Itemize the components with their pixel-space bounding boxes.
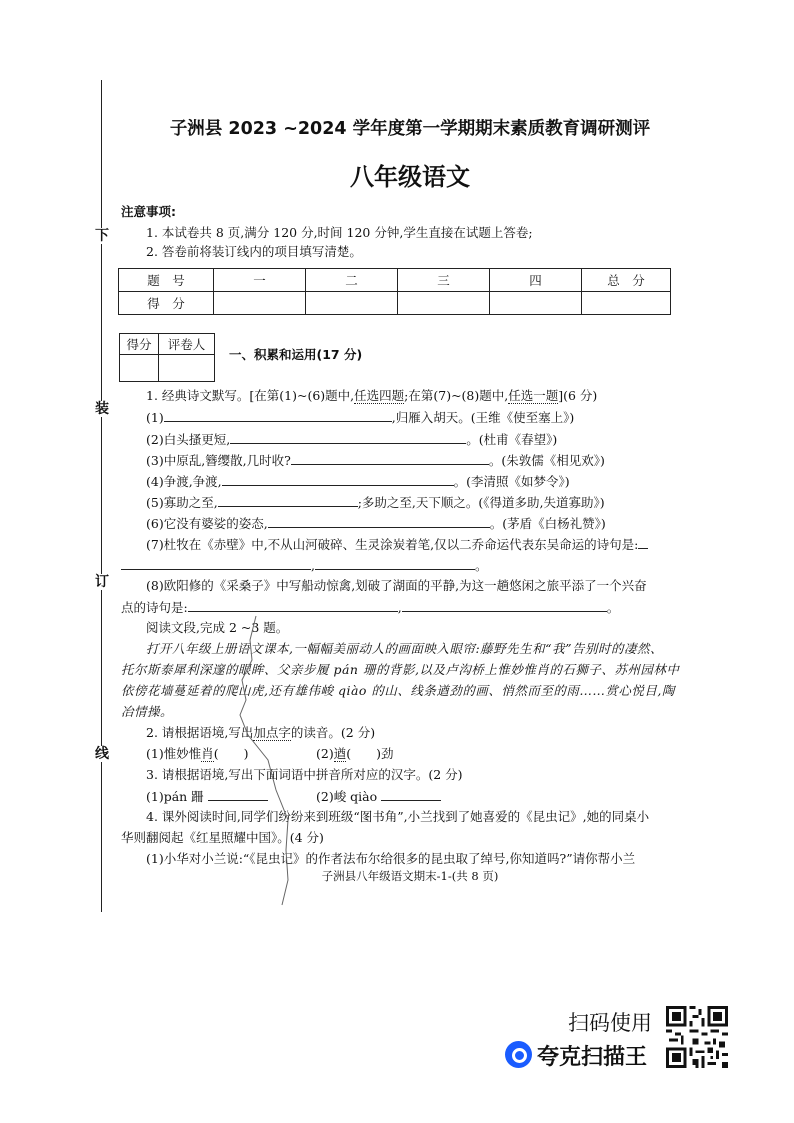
q2-dotted-char: 遒	[333, 746, 347, 761]
exam-subject: 八年级语文	[350, 163, 470, 191]
q1-line-text: 。(朱敦儒《相见欢》)	[488, 453, 605, 468]
q1-line-text: 。	[474, 558, 488, 573]
q1-line-text: 。(李清照《如梦令》)	[453, 474, 570, 489]
score-table-cell: 题 号	[119, 269, 214, 292]
exam-title: 子洲县 2023 ~2024 学年度第一学期期末素质教育调研测评	[169, 119, 651, 139]
score-table-cell: 得 分	[119, 292, 214, 315]
q1-stem-part: ](6 分)	[558, 388, 598, 403]
binding-char-xian: 线	[95, 746, 109, 762]
quark-logo-icon	[505, 1041, 532, 1068]
q1-line-text: 。(茅盾《白杨礼赞》)	[489, 516, 606, 531]
q4-line-1: 4. 课外阅读时间,同学们纷纷来到班级“图书角”,小兰找到了她喜爱的《昆虫记》,她的同桌小	[146, 809, 650, 824]
q3-text: (2)峻 qiào	[316, 789, 378, 804]
q1-line-text: ,	[397, 600, 402, 615]
q1-stem-emphasis: 任选四题	[354, 388, 405, 403]
q1-line-text: 。(杜甫《春望》)	[466, 432, 558, 447]
q1-line-text: (4)争渡,争渡,	[146, 474, 222, 489]
binding-char-zhuang: 装	[95, 401, 109, 417]
q1-line-text: (3)中原乱,簪缨散,几时收?	[146, 453, 291, 468]
binding-char-ding: 订	[95, 574, 109, 590]
notice-item-1: 1. 本试卷共 8 页,满分 120 分,时间 120 分钟,学生直接在试题上答卷;	[146, 225, 533, 240]
q1-stem-part: 1. 经典诗文默写。[在第(1)~(6)题中,	[146, 388, 355, 403]
reading-passage-line: 冶情操。	[121, 704, 174, 719]
q2-stem-part: 的读音。(2 分)	[290, 725, 376, 740]
notice-item-2: 2. 答卷前将装订线内的项目填写清楚。	[146, 244, 362, 259]
q2-stem-part: 2. 请根据语境,写出	[146, 725, 254, 740]
q1-line-text: ,	[311, 558, 315, 573]
score-table-cell: 四	[490, 269, 582, 292]
page-footer: 子洲县八年级语文期末-1-(共 8 页)	[321, 869, 499, 883]
grader-name-label: 评卷人	[159, 334, 215, 355]
q2-answer-paren[interactable]: ( )劲	[346, 746, 394, 761]
q2-dotted-char: 肖	[201, 746, 214, 761]
q3-text: (1)pán 跚	[146, 789, 204, 804]
q2-stem-emphasis: 加点字	[253, 725, 291, 740]
q4-line-2: 华则翻阅起《红星照耀中国》。(4 分)	[121, 830, 324, 845]
scan-brand: 夸克扫描王	[537, 1045, 648, 1070]
reading-passage-line: 依傍花墙蔓延着的爬山虎,还有雄伟峻 qiào 的山、线条遒劲的画、悄然而至的雨……赏心悦目,陶	[121, 683, 675, 698]
q1-line-text: (5)寡助之至,	[146, 495, 218, 510]
reading-passage-line: 打开八年级上册语文课本,一幅幅美丽动人的画面映入眼帘:藤野先生和“我”告别时的凄然、	[146, 641, 663, 656]
scan-label: 扫码使用	[568, 1011, 652, 1035]
q4-line-3: (1)小华对小兰说:“《昆虫记》的作者法布尔给很多的昆虫取了绰号,你知道吗?”请你帮小兰	[146, 851, 636, 866]
grader-score-label: 得分	[120, 334, 159, 355]
q1-line-8: (8)欧阳修的《采桑子》中写船动惊禽,划破了湖面的平静,为这一趟悠闲之旅平添了一个兴奋	[146, 578, 647, 593]
q1-stem-emphasis: 任选一题	[508, 388, 559, 403]
q3-stem: 3. 请根据语境,写出下面词语中拼音所对应的汉字。(2 分)	[146, 767, 463, 782]
score-table-cell: 总 分	[582, 269, 671, 292]
q2-text: (1)惟妙惟	[146, 746, 202, 761]
q1-line-text: (2)白头搔更短,	[146, 432, 231, 447]
notice-heading: 注意事项:	[121, 204, 176, 219]
qr-code-icon[interactable]	[666, 1006, 728, 1068]
binding-char-xia: 下	[95, 228, 109, 244]
reading-intro: 阅读文段,完成 2 ~3 题。	[146, 620, 289, 635]
section-1-heading: 一、积累和运用(17 分)	[229, 347, 363, 362]
reading-passage-line: 托尔斯泰犀利深邃的眼眸、父亲步履 pán 珊的背影,以及卢沟桥上惟妙惟肖的石狮子、苏州园林中	[121, 662, 680, 677]
q1-line-text: (6)它没有婆娑的姿态,	[146, 516, 268, 531]
q1-line-text: (7)杜牧在《赤壁》中,不从山河破碎、生灵涂炭着笔,仅以二乔命运代表东吴命运的诗句是:	[146, 537, 639, 552]
q1-line-text: (1)	[146, 410, 164, 425]
score-table-cell: 三	[398, 269, 490, 292]
q1-line-text: ;多助之至,天下顺之。(《得道多助,失道寡助》)	[357, 495, 605, 510]
score-table-cell: 一	[214, 269, 306, 292]
score-table-cell: 二	[306, 269, 398, 292]
q1-line-text: ,归雁入胡天。(王维《使至塞上》)	[391, 410, 575, 425]
q2-text: (2)	[316, 746, 334, 761]
q1-stem-part: ;在第(7)~(8)题中,	[404, 388, 509, 403]
q1-line-text: 点的诗句是:	[121, 600, 188, 615]
q1-line-text: 。	[606, 600, 620, 615]
q2-answer-paren[interactable]: ( )	[213, 746, 249, 761]
